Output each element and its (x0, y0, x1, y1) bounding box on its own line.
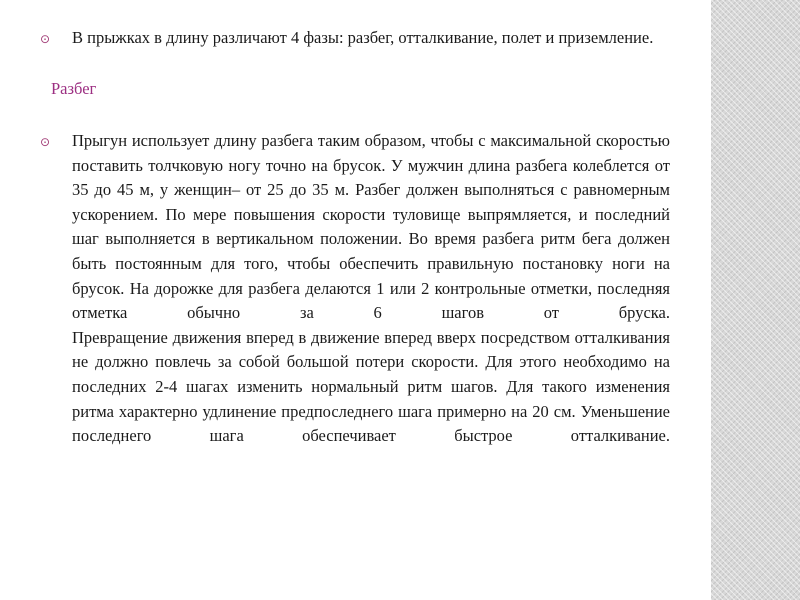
bullet-text-phases: В прыжках в длину различают 4 фазы: разбег, отталкивание, полет и приземление. (72, 28, 654, 47)
circle-bullet-icon: ⊙ (40, 135, 51, 149)
section-heading: Разбег (51, 79, 97, 98)
circle-bullet-icon: ⊙ (40, 32, 51, 46)
decorative-side-panel (711, 0, 800, 600)
slide-content (40, 26, 670, 449)
run-up-paragraph-2: Превращение движения вперед в движение вперед вверх посредством отталкивания не должно повлечь за собой большой потери скорости. Для этого необходимо на последних 2-4 шагах изменить нормальный ритм шагов. Для такого изменения ритма характерно удлинение предпоследнего шага примерно на 20 см. Уменьшение последнего шага обеспечивает быстрое отталкивание. (72, 327, 670, 446)
bullet-item-phases (40, 26, 670, 51)
run-up-paragraph-1: Прыгун использует длину разбега таким образом, чтобы с максимальной скоростью поставить толчковую ногу точно на брусок. У мужчин длина разбега колеблется от 35 до 45 м, у женщин– от 25 до 35 м. Разбег должен выполняться с равномерным ускорением. По мере повышения скорости туловище выпрямляется, и последний шаг выполняется в вертикальном положении. Во время разбега ритм бега должен быть постоянным для того, чтобы обеспечить правильную постановку ноги на брусок. На дорожке для разбега делаются 1 или 2 контрольные отметки, последняя отметка обычно за 6 шагов от бруска. (72, 131, 670, 323)
bullet-item-run-up (40, 129, 670, 449)
bullet-text-run-up (72, 129, 670, 449)
